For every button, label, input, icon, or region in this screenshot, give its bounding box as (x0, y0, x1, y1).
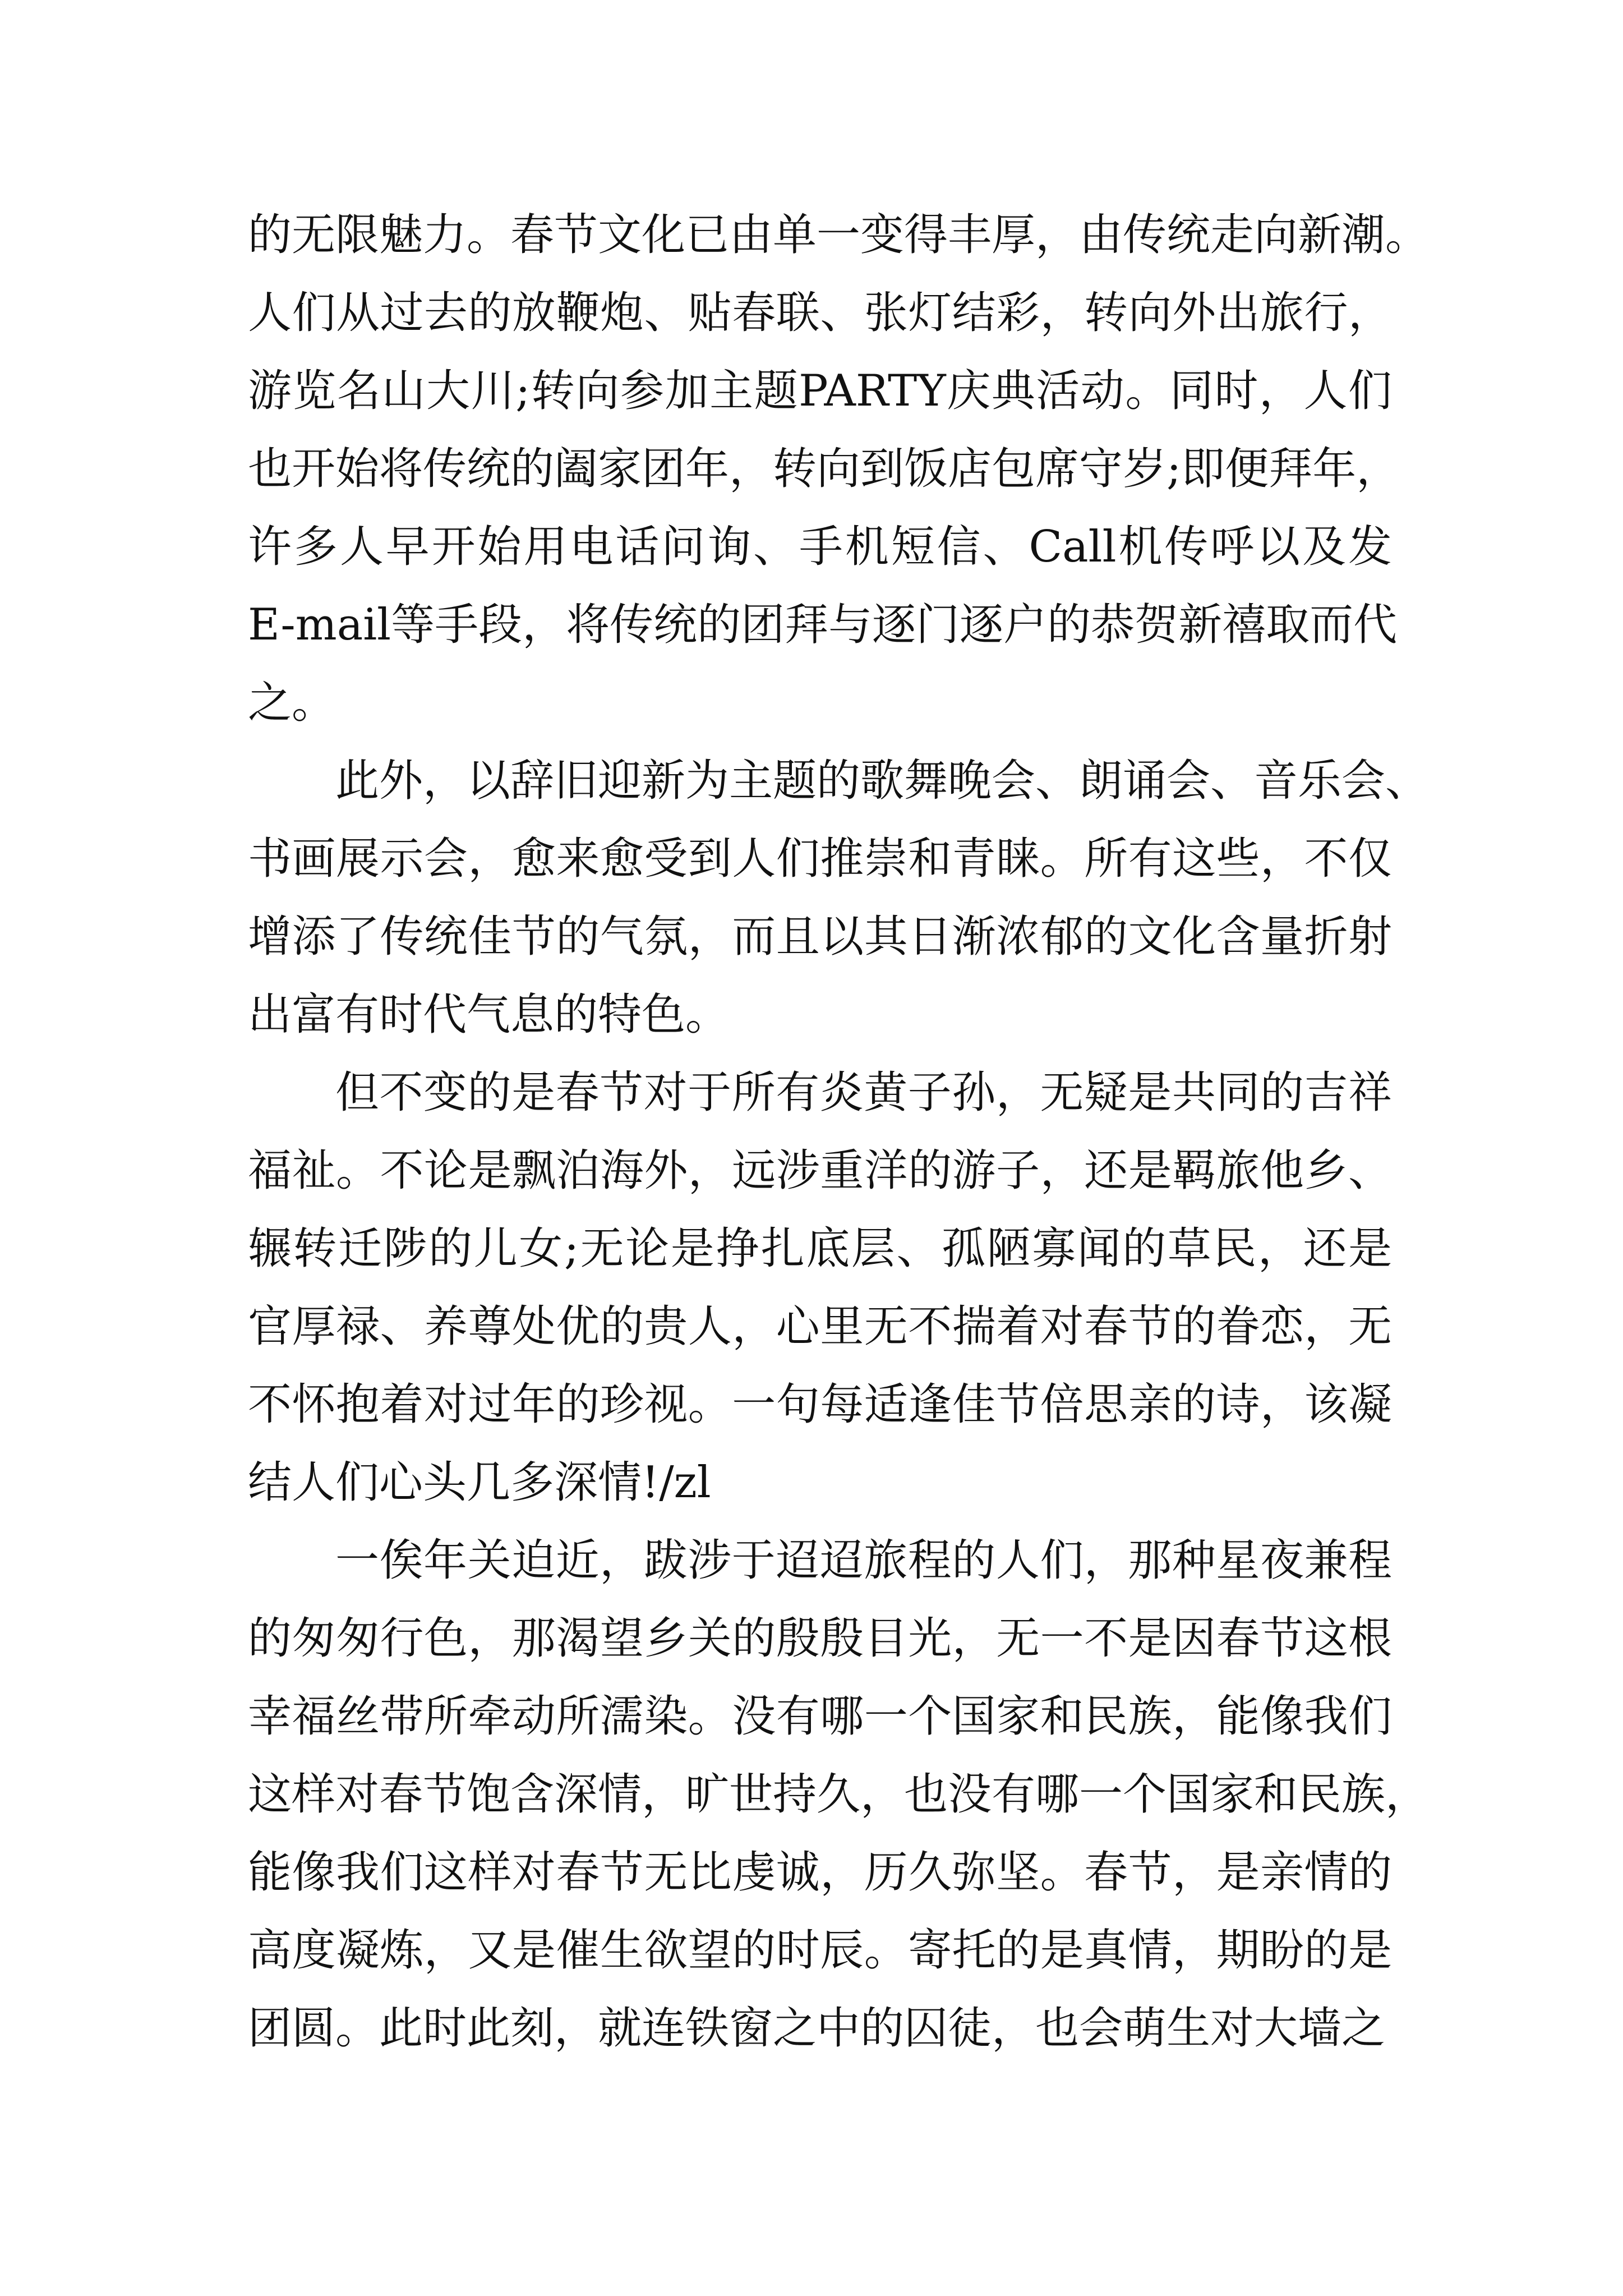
text-line: 一俟年关迫近，跋涉于迢迢旅程的人们，那种星夜兼程 (335, 1535, 1392, 1586)
text-line: 之。 (248, 678, 336, 728)
text-line: 此外，以辞旧迎新为主题的歌舞晚会、朗诵会、音乐会、 (335, 756, 1430, 806)
text-line: 也开始将传统的阖家团年，转向到饭店包席守岁;即便拜年， (248, 444, 1400, 494)
text-line: 增添了传统佳节的气氛，而且以其日渐浓郁的文化含量折射 (248, 912, 1392, 962)
text-line: 辗转迁陟的儿女;无论是挣扎底层、孤陋寡闻的草民，还是 (248, 1223, 1392, 1274)
text-line: 的匆匆行色，那渴望乡关的殷殷目光，无一不是因春节这根 (248, 1613, 1392, 1664)
text-line: 书画展示会，愈来愈受到人们推崇和青睐。所有这些，不仅 (248, 834, 1392, 884)
text-line: 的无限魅力。春节文化已由单一变得丰厚，由传统走向新潮。 (248, 210, 1430, 260)
body-text (248, 196, 1430, 2068)
text-line: 不怀抱着对过年的珍视。一句每适逢佳节倍思亲的诗，该凝 (248, 1379, 1392, 1430)
text-line: 官厚禄、养尊处优的贵人，心里无不揣着对春节的眷恋，无 (248, 1301, 1392, 1352)
text-line: 高度凝炼，又是催生欲望的时辰。寄托的是真情，期盼的是 (248, 1925, 1392, 1976)
text-line: 结人们心头几多深情!/zl (248, 1457, 711, 1508)
text-line: 团圆。此时此刻，就连铁窗之中的囚徒，也会萌生对大墙之 (248, 2003, 1386, 2054)
text-line: 游览名山大川;转向参加主题PARTY庆典活动。同时，人们 (248, 366, 1392, 416)
paragraph (248, 1054, 1392, 1522)
text-line: 这样对春节饱含深情，旷世持久，也没有哪一个国家和民族， (248, 1769, 1430, 1820)
text-line: 能像我们这样对春节无比虔诚，历久弥坚。春节，是亲情的 (248, 1847, 1392, 1898)
paragraph (248, 196, 1430, 742)
text-line: 但不变的是春节对于所有炎黄子孙，无疑是共同的吉祥 (335, 1068, 1392, 1118)
text-line: 出富有时代气息的特色。 (248, 990, 730, 1040)
text-line: 福祉。不论是飘泊海外，远涉重洋的游子，还是羁旅他乡、 (248, 1145, 1392, 1196)
paragraph (248, 1522, 1430, 2068)
paragraph (248, 742, 1430, 1054)
text-line: 人们从过去的放鞭炮、贴春联、张灯结彩，转向外出旅行， (248, 288, 1392, 338)
text-line: 许多人早开始用电话问询、手机短信、Call机传呼以及发 (248, 522, 1392, 572)
text-line: 幸福丝带所牵动所濡染。没有哪一个国家和民族，能像我们 (248, 1691, 1392, 1742)
text-line: E-mail等手段，将传统的团拜与逐门逐户的恭贺新禧取而代 (248, 600, 1398, 650)
